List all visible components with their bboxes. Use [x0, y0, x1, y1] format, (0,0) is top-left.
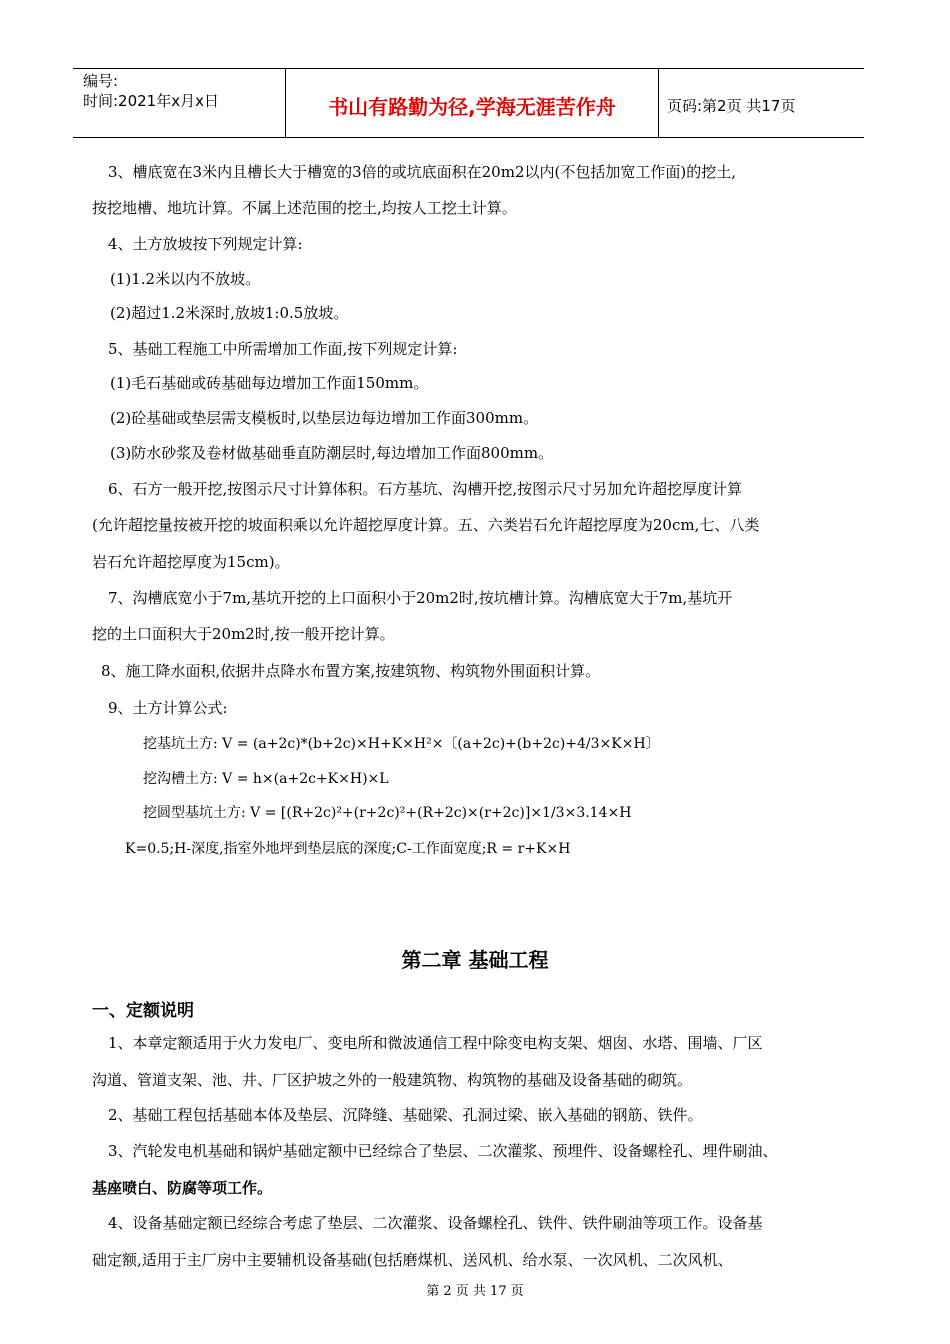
chapter-paragraph-4: 4、设备基础定额已经综合考虑了垫层、二次灌浆、设备螺栓孔、铁件、铁件刷油等项工作。设备基 — [108, 1214, 763, 1232]
paragraph-9: 9、土方计算公式: — [108, 699, 228, 717]
chapter-paragraph-1-cont: 沟道、管道支架、池、井、厂区护坡之外的一般建筑物、构筑物的基础及设备基础的砌筑。 — [92, 1071, 693, 1089]
paragraph-4-1: (1)1.2米以内不放坡。 — [110, 270, 261, 288]
paragraph-5-2: (2)砼基础或垫层需支模板时,以垫层边每边增加工作面300mm。 — [110, 409, 539, 427]
header-page-number: 页码:第2页 共17页 — [667, 96, 796, 115]
chapter-paragraph-1: 1、本章定额适用于火力发电厂、变电所和微波通信工程中除变电构支架、烟囱、水塔、围墙、厂区 — [108, 1034, 763, 1052]
paragraph-7-cont: 挖的土口面积大于20m2时,按一般开挖计算。 — [92, 625, 395, 643]
formula-trench: 挖沟槽土方: V = h×(a+2c+K×H)×L — [143, 771, 389, 787]
paragraph-4: 4、土方放坡按下列规定计算: — [108, 235, 303, 253]
paragraph-5-1: (1)毛石基础或砖基础每边增加工作面150mm。 — [110, 374, 429, 392]
paragraph-6-cont-1: (允许超挖量按被开挖的坡面积乘以允许超挖厚度计算。五、六类岩石允许超挖厚度为20cm,七、八类 — [92, 516, 760, 534]
paragraph-7: 7、沟槽底宽小于7m,基坑开挖的上口面积小于20m2时,按坑槽计算。沟槽底宽大于7m,基坑开 — [108, 589, 733, 607]
paragraph-5: 5、基础工程施工中所需增加工作面,按下列规定计算: — [108, 340, 458, 358]
chapter-paragraph-4-cont: 础定额,适用于主厂房中主要辅机设备基础(包括磨煤机、送风机、给水泵、一次风机、二次风机、 — [92, 1251, 733, 1269]
paragraph-6: 6、石方一般开挖,按图示尺寸计算体积。石方基坑、沟槽开挖,按图示尺寸另加允许超挖厚度计算 — [108, 480, 743, 498]
paragraph-8: 8、施工降水面积,依据井点降水布置方案,按建筑物、构筑物外围面积计算。 — [101, 662, 601, 680]
paragraph-3-cont: 按挖地槽、地坑计算。不属上述范围的挖土,均按人工挖土计算。 — [92, 199, 517, 217]
chapter-paragraph-3-cont: 基座喷白、防腐等项工作。 — [92, 1179, 273, 1197]
chapter-paragraph-3: 3、汽轮发电机基础和锅炉基础定额中已经综合了垫层、二次灌浆、预埋件、设备螺栓孔、埋件刷油、 — [108, 1142, 778, 1160]
header-motto: 书山有路勤为径,学海无涯苦作舟 — [286, 69, 659, 137]
paragraph-3: 3、槽底宽在3米内且槽长大于槽宽的3倍的或坑底面积在20m2以内(不包括加宽工作面)的挖土, — [108, 163, 736, 181]
paragraph-4-2: (2)超过1.2米深时,放坡1:0.5放坡。 — [110, 304, 349, 322]
page-header — [73, 68, 864, 138]
header-meta — [73, 69, 286, 137]
paragraph-6-cont-2: 岩石允许超挖厚度为15cm)。 — [92, 553, 290, 571]
section-title: 一、定额说明 — [92, 1001, 194, 1021]
formula-foundation-pit: 挖基坑土方: V = (a+2c)*(b+2c)×H+K×H²×〔(a+2c)+(b+2c)+4/3×K×H〕 — [143, 736, 660, 752]
paragraph-5-3: (3)防水砂浆及卷材做基础垂直防潮层时,每边增加工作面800mm。 — [110, 444, 554, 462]
document-number-label: 编号: — [83, 72, 119, 90]
date-label: 时间:2021年x月x日 — [83, 92, 219, 110]
formula-round-pit: 挖圆型基坑土方: V = [(R+2c)²+(r+2c)²+(R+2c)×(r+2c)]×1/3×3.14×H — [143, 805, 632, 821]
chapter-paragraph-2: 2、基础工程包括基础本体及垫层、沉降缝、基础梁、孔洞过梁、嵌入基础的钢筋、铁件。 — [108, 1106, 703, 1124]
page-footer: 第 2 页 共 17 页 — [426, 1284, 524, 1299]
formula-notes: K=0.5;H-深度,指室外地坪到垫层底的深度;C-工作面宽度;R = r+K×H — [125, 841, 571, 857]
chapter-title: 第二章 基础工程 — [401, 948, 549, 972]
